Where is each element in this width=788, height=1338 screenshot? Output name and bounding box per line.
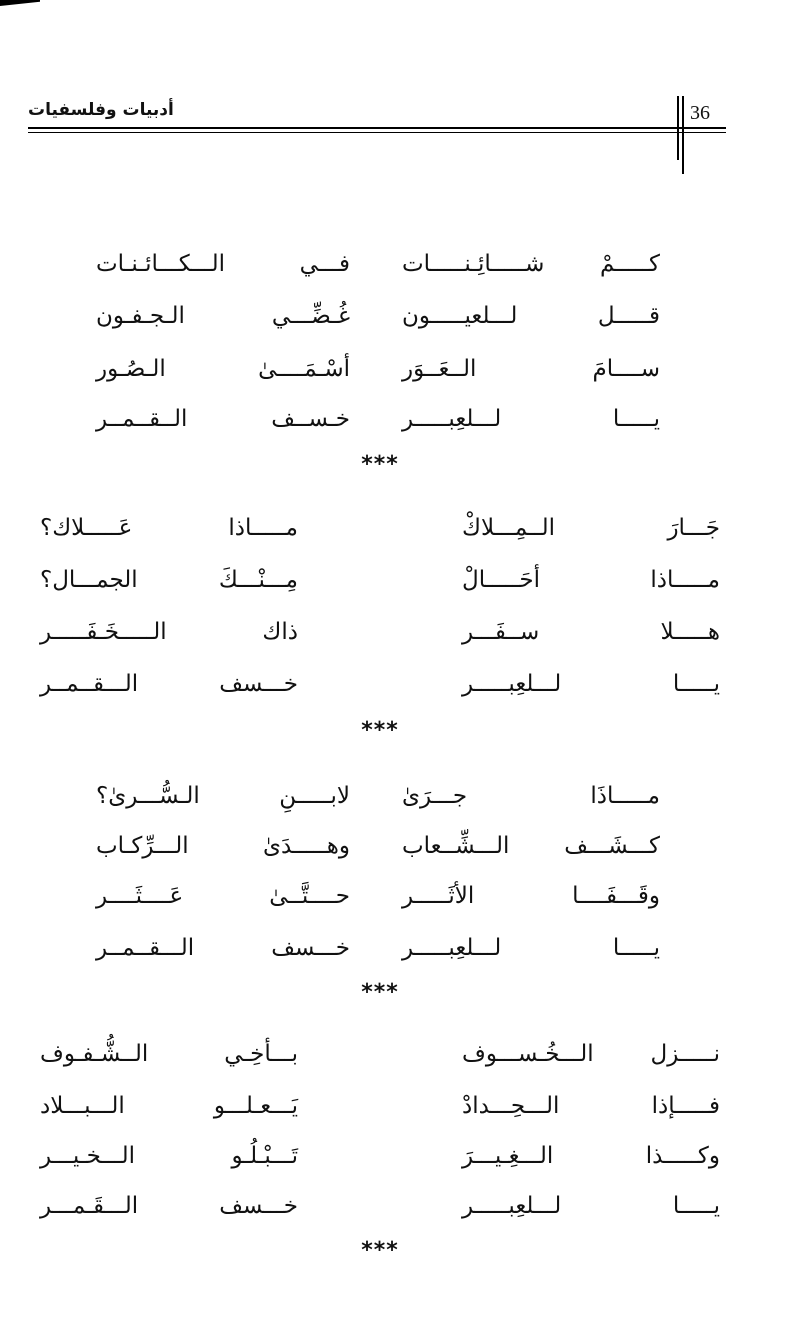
verse-line (96, 826, 660, 866)
verse-line (96, 776, 660, 816)
verse-left-hemistich: يَـــعـلـــو الـــبـــلاد (40, 1093, 298, 1119)
verse-line (96, 244, 660, 284)
verse-left-hemistich: لابـــــنِ الـسُّـــرىٰ؟ (96, 783, 350, 809)
verse-line (40, 508, 720, 548)
header-vertical-bar (677, 96, 679, 160)
stanza-separator: *** (361, 718, 399, 743)
verse-left-hemistich: حــــتَّــىٰ عَــــثَــــر (96, 883, 350, 909)
verse-line (96, 349, 660, 389)
verse-line (96, 928, 660, 968)
verse-line (40, 1034, 720, 1074)
verse-line (96, 876, 660, 916)
verse-line (40, 1186, 720, 1226)
verse-right-hemistich: كـــشَـــف الـــشِّــعاب (402, 833, 660, 859)
stanza-separator: *** (361, 1238, 399, 1263)
verse-left-hemistich: ذاك الـــــخَـفَـــــر (40, 619, 298, 645)
verse-right-hemistich: وكـــــذا الـــغِـيـــرَ (462, 1143, 720, 1169)
verse-left-hemistich: خـــسف الـــقــمــر (96, 935, 350, 961)
verse-left-hemistich: أسْـمَــــىٰ الـصُـور (96, 356, 350, 382)
page-number: 36 (690, 102, 710, 124)
verse-right-hemistich: يـــــا لـــلعِبـــــر (402, 935, 660, 961)
verse-right-hemistich: نـــــزل الـــخُـســـوف (462, 1041, 720, 1067)
verse-right-hemistich: يـــــا لـــلعِبـــــر (462, 1193, 720, 1219)
verse-right-hemistich: مـــــاذا أحَـــــالْ (462, 567, 720, 593)
header-rule (28, 127, 726, 129)
verse-right-hemistich: وقَـــفَــــا الأثَـــــر (402, 883, 660, 909)
verse-line (40, 612, 720, 652)
verse-line (40, 664, 720, 704)
verse-right-hemistich: مـــــاذَا جـــرَىٰ (402, 783, 660, 809)
verse-left-hemistich: خـســف الــقــمــر (96, 406, 350, 432)
verse-right-hemistich: جَـــارَ الــمِـــلاكْ (462, 515, 720, 541)
verse-right-hemistich: هـــــلا ســفَـــر (462, 619, 720, 645)
verse-line (40, 560, 720, 600)
verse-left-hemistich: غُـضِّـــي الـجـفـون (96, 303, 350, 329)
verse-right-hemistich: قـــــل لـــلعيـــــون (402, 303, 660, 329)
verse-right-hemistich: ســــامَ الــعَــوَر (402, 356, 660, 382)
verse-right-hemistich: يـــــا لـــلعِبـــــر (402, 406, 660, 432)
verse-left-hemistich: وهـــــدَىٰ الـــرِّكـاب (96, 833, 350, 859)
verse-line (96, 399, 660, 439)
running-header-title: أدبيات وفلسفيات (28, 100, 174, 120)
verse-right-hemistich: يـــــا لـــلعِبـــــر (462, 671, 720, 697)
verse-line (40, 1086, 720, 1126)
verse-left-hemistich: خـــسف الـــقَـمـــر (40, 1193, 298, 1219)
verse-left-hemistich: مـــــاذا عَـــــلاك؟ (40, 515, 298, 541)
verse-line (96, 296, 660, 336)
verse-right-hemistich: كـــــمْ شـــــائِـنـــــات (402, 251, 660, 277)
verse-left-hemistich: تَـــبْـلُـو الـــخـيـــر (40, 1143, 298, 1169)
verse-line (40, 1136, 720, 1176)
header-rule-thin (28, 132, 726, 133)
verse-right-hemistich: فـــــإذا الـــحِـــدادْ (462, 1093, 720, 1119)
stanza-separator: *** (361, 452, 399, 477)
verse-left-hemistich: بـــأخِـي الــشُّـفـوف (40, 1041, 298, 1067)
verse-left-hemistich: فـــي الـــكـــائـنـات (96, 251, 350, 277)
verse-left-hemistich: مِـــنْـــكَ الجمـــال؟ (40, 567, 298, 593)
header-vertical-bar (682, 96, 684, 174)
scan-corner-mark (0, 0, 40, 6)
stanza-separator: *** (361, 980, 399, 1005)
verse-left-hemistich: خـــسف الـــقــمــر (40, 671, 298, 697)
